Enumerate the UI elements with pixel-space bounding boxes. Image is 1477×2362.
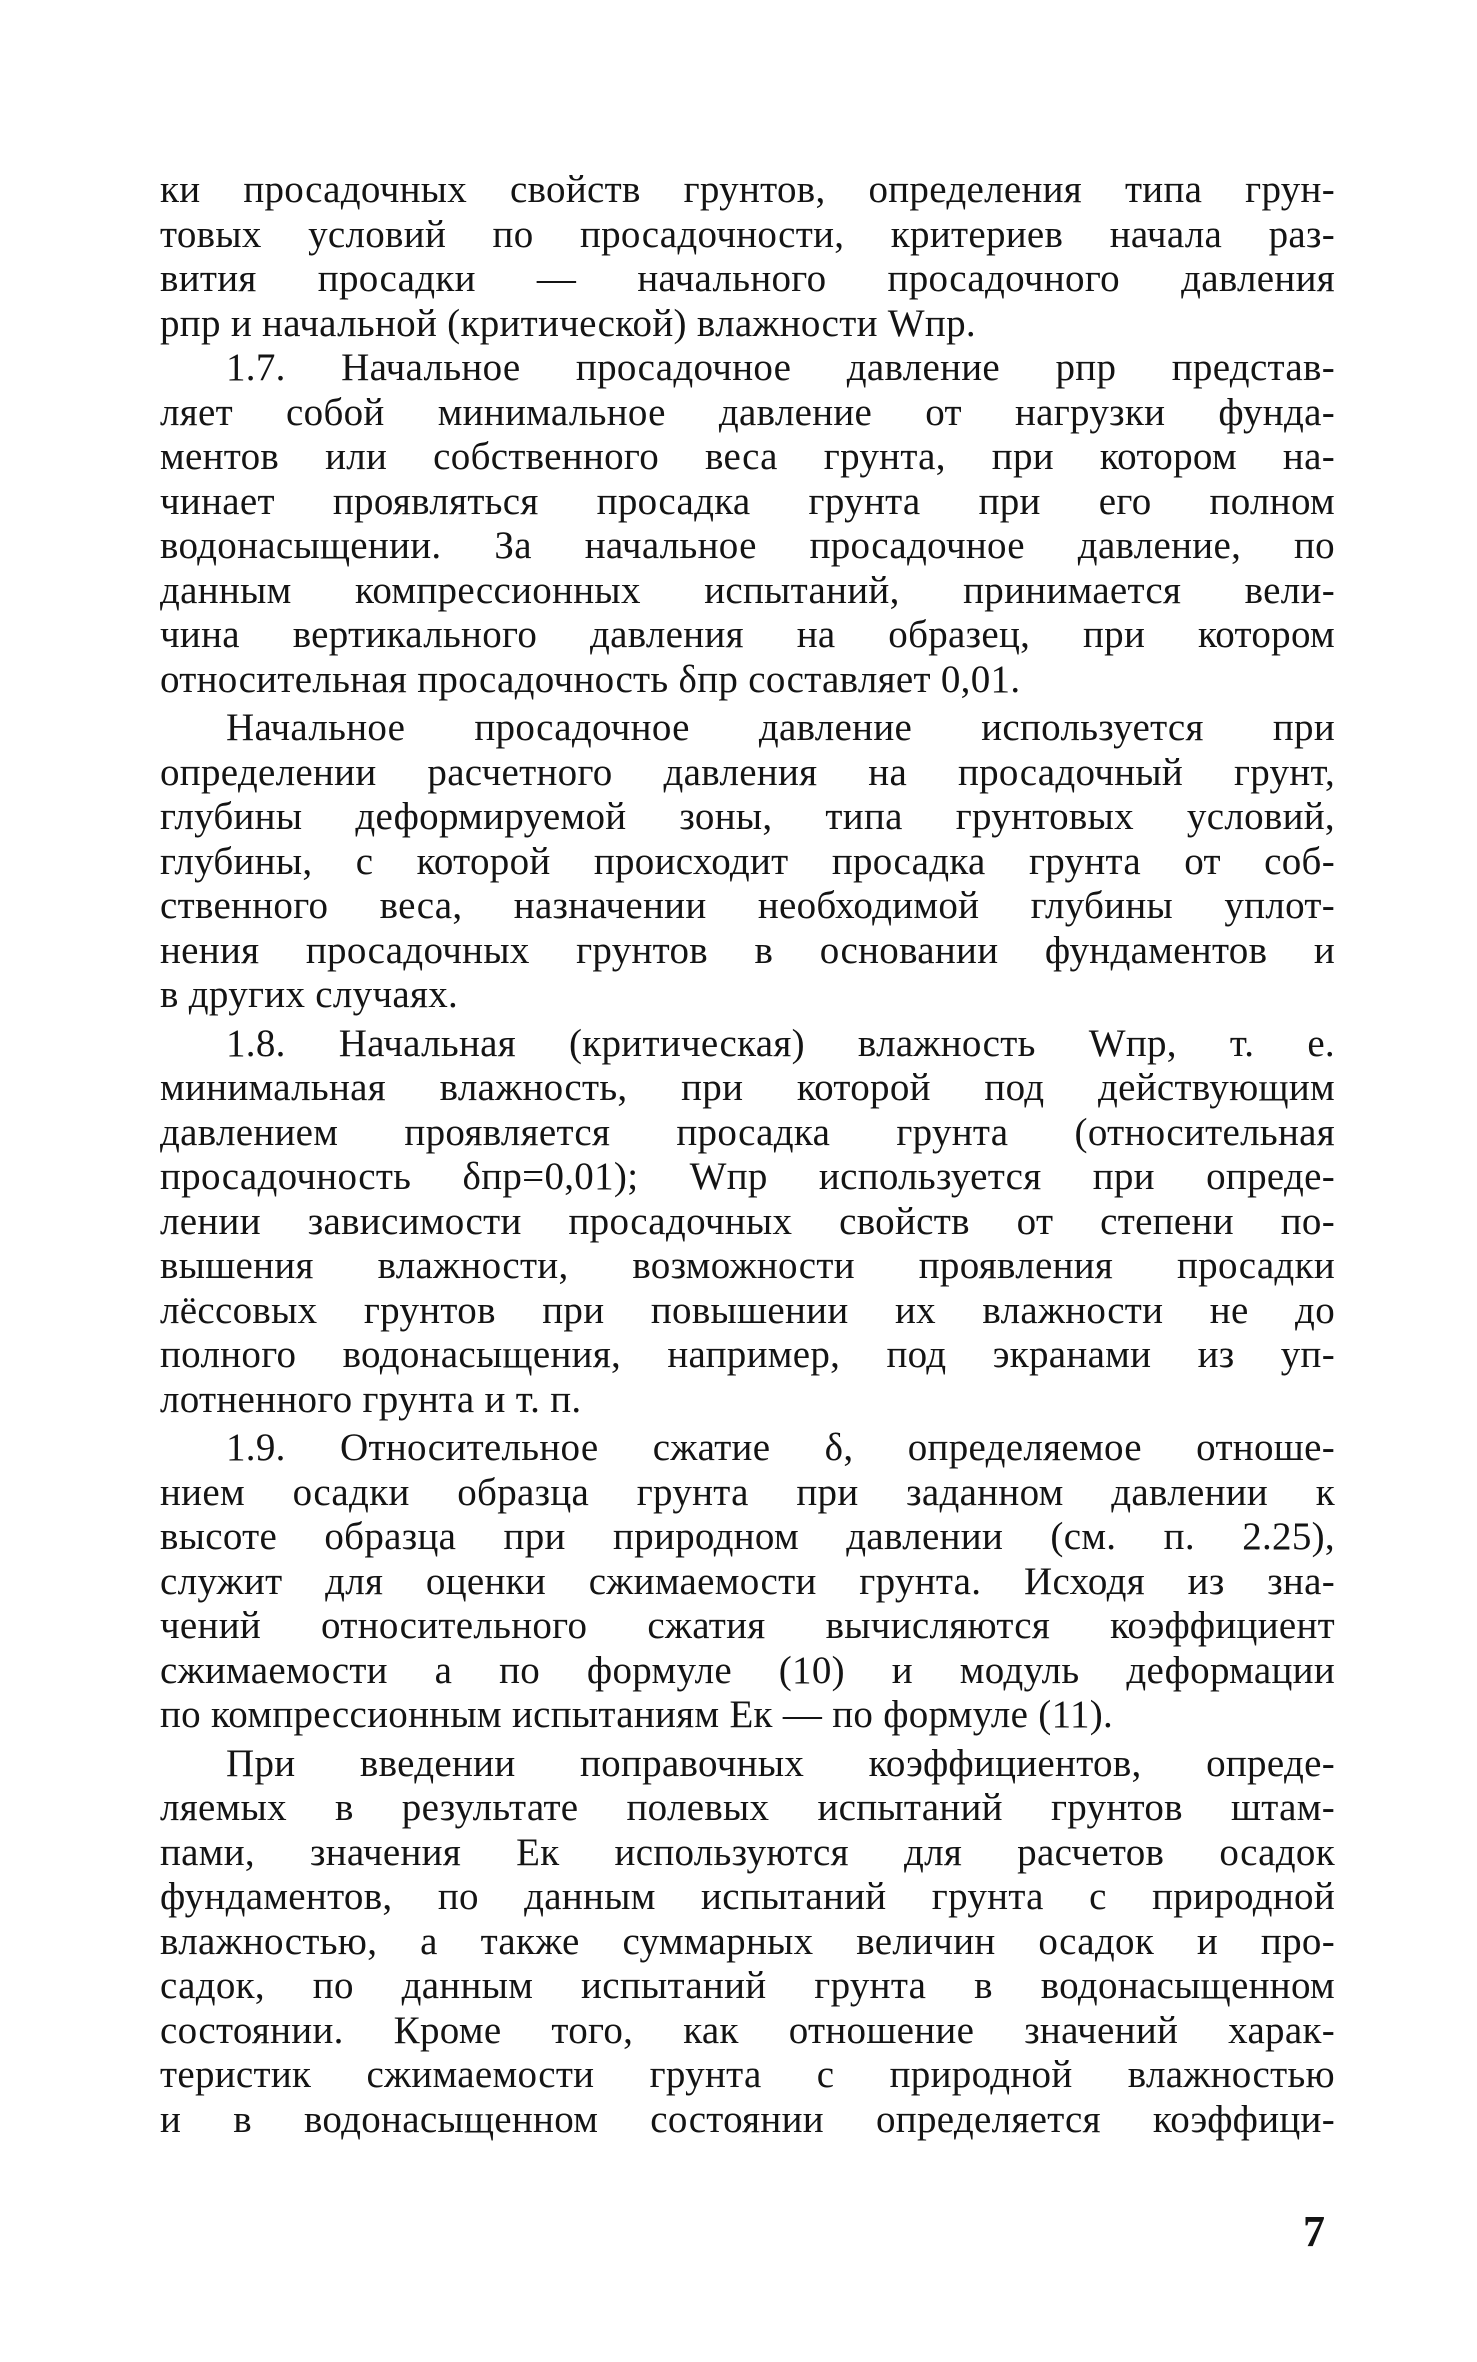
text-line: ляемых в результате полевых испытаний грунтов штам- xyxy=(160,1786,1335,1829)
paragraph-continuation xyxy=(160,168,1335,346)
text-line: определении расчетного давления на просадочный грунт, xyxy=(160,750,1335,794)
text-line: давлением проявляется просадка грунта (относительная xyxy=(160,1110,1335,1154)
text-line: данным компрессионных испытаний, принимается вели- xyxy=(160,568,1335,612)
page-number: 7 xyxy=(1303,2207,1325,2256)
text-line: просадочность δпр=0,01); Wпр используется при опреде- xyxy=(160,1155,1335,1198)
text-line: служит для оценки сжимаемости грунта. Исходя из зна- xyxy=(160,1559,1335,1603)
text-line: вышения влажности, возможности проявления просадки xyxy=(160,1244,1335,1287)
text-line: водонасыщении. За начальное просадочное давление, по xyxy=(160,524,1335,567)
text-line: в других случаях. xyxy=(160,973,459,1016)
text-line: При введении поправочных коэффициентов, опреде- xyxy=(226,1741,1335,1785)
paragraph-correction-coefficients xyxy=(160,1742,1335,2143)
text-line: 1.9. Относительное сжатие δ, определяемое отноше- xyxy=(226,1426,1335,1469)
text-line: теристик сжимаемости грунта с природной влажностью xyxy=(160,2053,1335,2096)
text-line: нения просадочных грунтов в основании фундаментов и xyxy=(160,928,1335,972)
text-line: ментов или собственного веса грунта, при котором на- xyxy=(160,435,1335,478)
text-line: относительная просадочность δпр составляет 0,01. xyxy=(160,657,1021,701)
text-line: pпр и начальной (критической) влажности Wпр. xyxy=(160,301,976,345)
text-line: лёссовых грунтов при повышении их влажности не до xyxy=(160,1288,1335,1332)
text-line: ственного веса, назначении необходимой глубины уплот- xyxy=(160,884,1335,927)
text-line: чинает проявляться просадка грунта при его полном xyxy=(160,479,1335,523)
text-line: Начальное просадочное давление используется при xyxy=(226,706,1335,749)
text-line: товых условий по просадочности, критериев начала раз- xyxy=(160,212,1335,256)
text-line: по компрессионным испытаниям Eк — по формуле (11). xyxy=(160,1693,1114,1736)
text-line: нием осадки образца грунта при заданном давлении к xyxy=(160,1470,1335,1514)
text-line: вития просадки — начального просадочного давления xyxy=(160,257,1335,300)
text-line: ки просадочных свойств грунтов, определения типа грун- xyxy=(160,168,1335,211)
text-line: чина вертикального давления на образец, при котором xyxy=(160,613,1335,656)
text-line: полного водонасыщения, например, под экранами из уп- xyxy=(160,1333,1335,1376)
text-line: 1.7. Начальное просадочное давление pпр представ- xyxy=(226,346,1335,389)
text-line: лении зависимости просадочных свойств от степени по- xyxy=(160,1199,1335,1243)
text-line: 1.8. Начальная (критическая) влажность Wпр, т. е. xyxy=(226,1021,1335,1065)
text-line: фундаментов, по данным испытаний грунта с природной xyxy=(160,1875,1335,1918)
paragraph-initial-pressure-usage xyxy=(160,706,1335,1018)
paragraph-1-7 xyxy=(160,346,1335,702)
text-line: пами, значения Eк используются для расчетов осадок xyxy=(160,1830,1335,1874)
text-line: ляет собой минимальное давление от нагрузки фунда- xyxy=(160,390,1335,434)
text-line: минимальная влажность, при которой под действующим xyxy=(160,1066,1335,1109)
text-line: чений относительного сжатия вычисляются коэффициент xyxy=(160,1604,1335,1647)
text-line: сжимаемости a по формуле (10) и модуль деформации xyxy=(160,1648,1335,1692)
page-body xyxy=(160,168,1335,2142)
text-line: лотненного грунта и т. п. xyxy=(160,1377,582,1421)
text-line: садок, по данным испытаний грунта в водонасыщенном xyxy=(160,1964,1335,2007)
paragraph-1-9 xyxy=(160,1426,1335,1738)
text-line: и в водонасыщенном состоянии определяется коэффици- xyxy=(160,2097,1335,2141)
text-line: влажностью, а также суммарных величин осадок и про- xyxy=(160,1919,1335,1963)
paragraph-1-8 xyxy=(160,1022,1335,1423)
text-line: глубины, с которой происходит просадка грунта от соб- xyxy=(160,839,1335,883)
text-line: состоянии. Кроме того, как отношение значений харак- xyxy=(160,2008,1335,2052)
text-line: глубины деформируемой зоны, типа грунтовых условий, xyxy=(160,795,1335,838)
text-line: высоте образца при природном давлении (см. п. 2.25), xyxy=(160,1515,1335,1558)
